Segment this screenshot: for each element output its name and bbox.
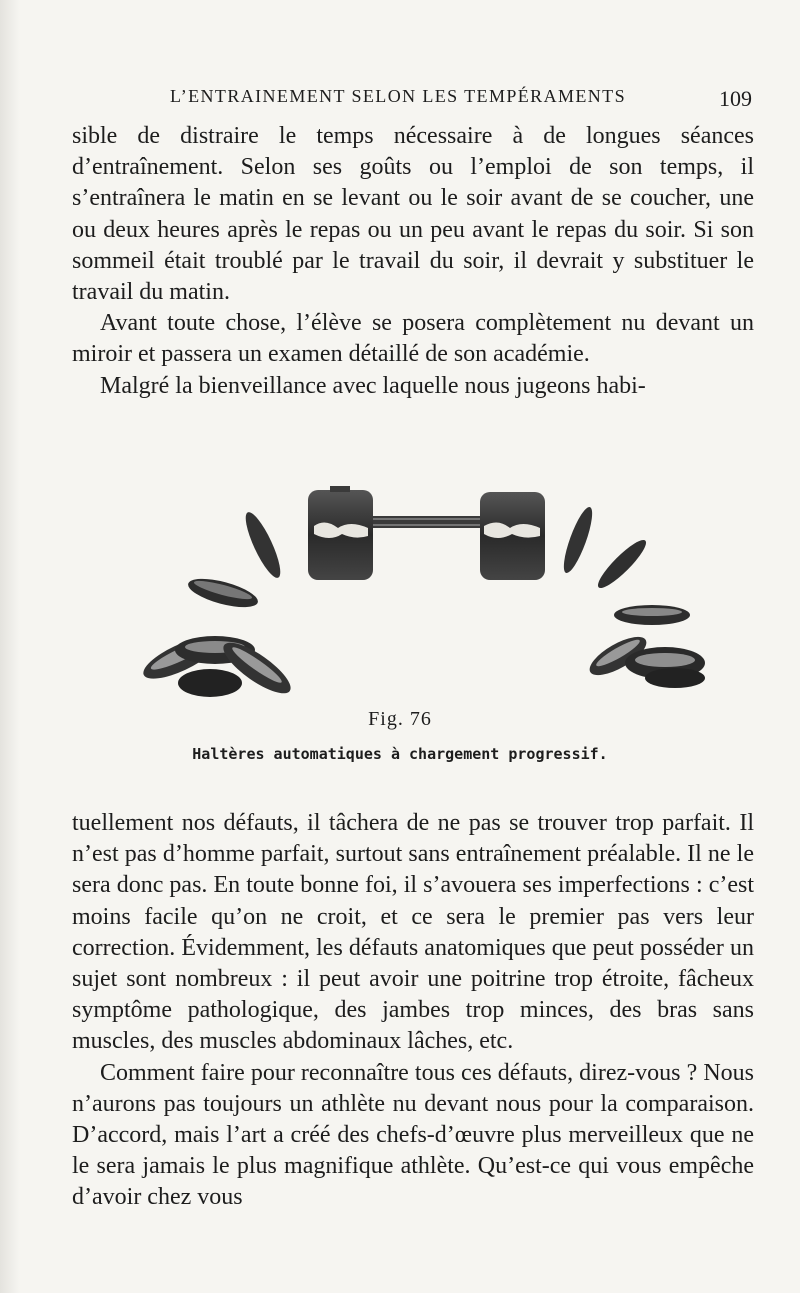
page-number: 109 (719, 86, 752, 111)
figure-caption: Haltères automatiques à chargement progressif. (192, 745, 608, 763)
dumbbell-right-bell (480, 492, 545, 580)
text-block-bottom (72, 808, 754, 1214)
paragraph: Malgré la bienveillance avec laquelle nous jugeons habi- (100, 372, 646, 399)
dumbbell-left-bell (308, 486, 373, 580)
text-block-top (72, 121, 754, 402)
figure-label: Fig. 76 (368, 708, 432, 730)
weight-plate (593, 535, 651, 593)
dumbbell-bar (365, 516, 485, 528)
paragraph: sible de distraire le temps nécessaire à de longues séances d’entraînement. Selon ses goûts ou l’emploi de son temps, il s’entraînera le matin en se levant ou le soir avant de se coucher, une ou deux heures après le repas ou un peu avant le repas du soir. Si son sommeil était troublé par le travail du soir, il devrait y substituer le travail du matin. (72, 123, 754, 306)
plate-stack-left (138, 629, 297, 701)
paragraph: tuellement nos défauts, il tâchera de ne pas se trouver trop parfait. Il n’est pas d’homme parfait, surtout sans entraînement préalable. Il ne le sera donc pas. En toute bonne foi, il s’avouera ses imperfections : c’est moins facile qu’on ne croit, et ce sera le premier pas vers leur correction. Évidemment, les défauts anatomiques que peut posséder un sujet sont nombreux : il peut avoir une poitrine trop étroite, fâcheux symptôme pathologique, des jambes trop minces, des bras sans muscles, des muscles abdominaux lâches, etc. (72, 810, 754, 1055)
paragraph: Avant toute chose, l’élève se posera complètement nu devant un miroir et passera un examen détaillé de son académie. (72, 310, 754, 368)
dumbbell-illustration-icon (120, 478, 710, 703)
dumbbell-figure (120, 478, 710, 703)
weight-plate (240, 509, 287, 582)
weight-plate (559, 504, 598, 575)
running-title: L’ENTRAINEMENT SELON LES TEMPÉRAMENTS (170, 86, 626, 106)
paragraph: Comment faire pour reconnaître tous ces défauts, direz-vous ? Nous n’aurons pas toujours un athlète nu devant nous pour la comparaison. D’accord, mais l’art a créé des chefs-d’œuvre plus merveilleux que ne le sera jamais le plus magnifique athlète. Qu’est-ce qui vous empêche d’avoir chez vous (72, 1059, 754, 1211)
plate-stack-right (584, 630, 705, 688)
page-edge (0, 0, 20, 1293)
